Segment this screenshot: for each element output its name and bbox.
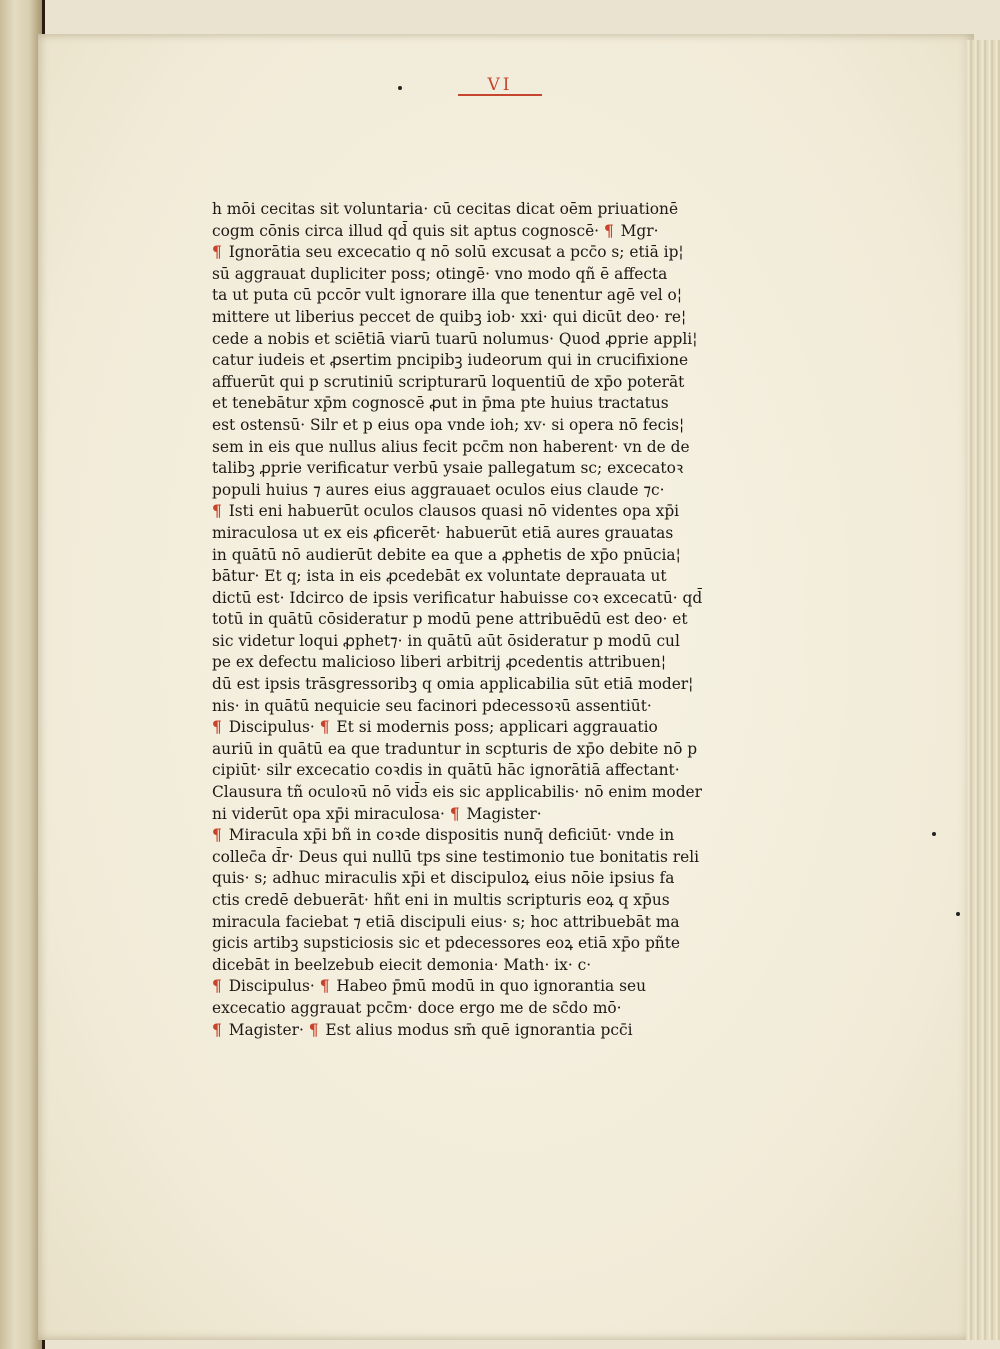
rubric-pilcrow: ¶: [308, 1020, 319, 1039]
ink-speck: [398, 86, 402, 90]
text-line: collec̄a d̄r· Deus qui nullū tps sine testimonio tue bonitatis reli: [212, 847, 700, 866]
rubric-pilcrow: ¶: [212, 243, 222, 262]
ink-speck: [932, 832, 936, 836]
text-line: populi huius ⁊ aures eius aggrauaet oculos eius claude ⁊c·: [212, 480, 665, 499]
text-line: totū in quātū cōsideratur p modū pene attribuēdū est deo· et: [212, 610, 688, 629]
text-line: ctis credē debuerāt· hñt eni in multis scripturis eoꝝ q xp̄us: [212, 891, 670, 909]
text-line: talibꝫ ꝓprie verificatur verbū ysaie pallegatum sc; excecatoꝛ: [212, 459, 684, 478]
text-line: dicebāt in beelzebub eiecit demonia· Math· ix· c·: [212, 955, 592, 974]
folio-number: VI: [458, 78, 542, 96]
text-line: sic videtur loqui ꝓphet⁊· in quātū aūt ōsideratur p modū cul: [212, 631, 680, 650]
text-line: ¶ Discipulus· ¶ Et si modernis poss; applicari aggrauatio: [212, 718, 658, 737]
page-stack-edge: [966, 40, 1000, 1340]
rubric-pilcrow: ¶: [212, 826, 222, 845]
text-line: mittere ut liberius peccet de quibꝫ iob· xxi· qui dicūt deo· re¦: [212, 307, 687, 326]
rubric-pilcrow: ¶: [319, 718, 330, 737]
text-line: ¶ Magister· ¶ Est alius modus sm̄ quē ignorantia pcc̄i: [212, 1020, 633, 1039]
text-line: ni viderūt opa xp̄i miraculosa· ¶ Magister·: [212, 804, 542, 823]
text-line: miraculosa ut ex eis ꝓficerēt· habuerūt etiā aures grauatas: [212, 523, 674, 542]
incunable-text-column: [212, 199, 742, 1041]
text-line: sem in eis que nullus alius fecit pcc̄m non haberent· vn de de: [212, 437, 690, 456]
text-line: cogm cōnis circa illud qd̄ quis sit aptus cognoscē· ¶ Mgr·: [212, 221, 659, 240]
text-line: in quātū nō audierūt debite ea que a ꝓphetis de xp̄o pnūcia¦: [212, 545, 681, 564]
text-line: sū aggrauat dupliciter poss; otingē· vno modo qñ ē affecta: [212, 264, 668, 283]
text-line: est ostensū· Silr et p eius opa vnde ioh; xv· si opera nō fecis¦: [212, 415, 685, 434]
rubric-pilcrow: ¶: [212, 502, 222, 521]
text-line: affuerūt qui p scrutiniū scripturarū loquentiū de xp̄o poterāt: [212, 372, 685, 391]
text-line: nis· in quātū nequicie seu facinori pdecessoꝛū assentiūt·: [212, 696, 652, 715]
text-line: ¶ Discipulus· ¶ Habeo p̄mū modū in quo ignorantia seu: [212, 977, 647, 996]
text-line: gicis artibꝫ supsticiosis sic et pdecessores eoꝝ etiā xp̄o pñte: [212, 934, 681, 953]
text-line: ta ut puta cū pccōr vult ignorare illa que tenentur agē vel o¦: [212, 286, 683, 305]
text-line: excecatio aggrauat pcc̄m· doce ergo me de sc̄do mō·: [212, 998, 622, 1017]
text-line: auriū in quātū ea que traduntur in scpturis de xp̄o debite nō p: [212, 739, 698, 758]
text-line: h mōi cecitas sit voluntaria· cū cecitas dicat oēm priuationē: [212, 200, 679, 218]
text-line: bātur· Et q; ista in eis ꝓcedebāt ex voluntate deprauata ut: [212, 567, 667, 586]
rubric-pilcrow: ¶: [212, 1020, 222, 1039]
text-line: catur iudeis et ꝓsertim pncipibꝫ iudeorum qui in crucifixione: [212, 351, 689, 370]
text-line: Clausura tñ oculoꝛū nō vid̄ɜ eis sic applicabilis· nō enim moder: [212, 783, 703, 802]
rubric-pilcrow: ¶: [212, 718, 222, 737]
text-line: dū est ipsis trāsgressoribꝫ q omia applicabilia sūt etiā moder¦: [212, 675, 694, 694]
text-line: et tenebātur xp̄m cognoscē ꝓut in p̄ma pte huius tractatus: [212, 394, 669, 413]
ink-speck: [956, 912, 960, 916]
rubric-pilcrow: ¶: [319, 977, 330, 996]
text-line: quis· s; adhuc miraculis xp̄i et discipuloꝝ eius nōie ipsius fa: [212, 869, 675, 888]
text-line: dictū est· Idcirco de ipsis verificatur habuisse coꝛ excecatū· qd̄: [212, 588, 703, 607]
text-line: pe ex defectu malicioso liberi arbitrij ꝓcedentis attribuen¦: [212, 653, 667, 672]
text-line: ¶ Miracula xp̄i bñ in coꝛde dispositis nunq̄ deficiūt· vnde in: [212, 826, 675, 845]
rubric-pilcrow: ¶: [449, 804, 460, 823]
rubric-pilcrow: ¶: [212, 977, 222, 996]
text-line: cipiūt· silr excecatio coꝛdis in quātū hāc ignorātiā affectant·: [212, 761, 680, 780]
text-line: cede a nobis et sciētiā viarū tuarū nolumus· Quod ꝓprie appli¦: [212, 329, 698, 348]
text-line: ¶ Ignorātia seu excecatio q nō solū excusat a pcc̄o s; etiā ip¦: [212, 243, 684, 262]
text-line: ¶ Isti eni habuerūt oculos clausos quasi nō videntes opa xp̄i: [212, 502, 680, 521]
text-line: miracula faciebat ⁊ etiā discipuli eius· s; hoc attribuebāt ma: [212, 912, 680, 931]
rubric-pilcrow: ¶: [603, 221, 614, 240]
